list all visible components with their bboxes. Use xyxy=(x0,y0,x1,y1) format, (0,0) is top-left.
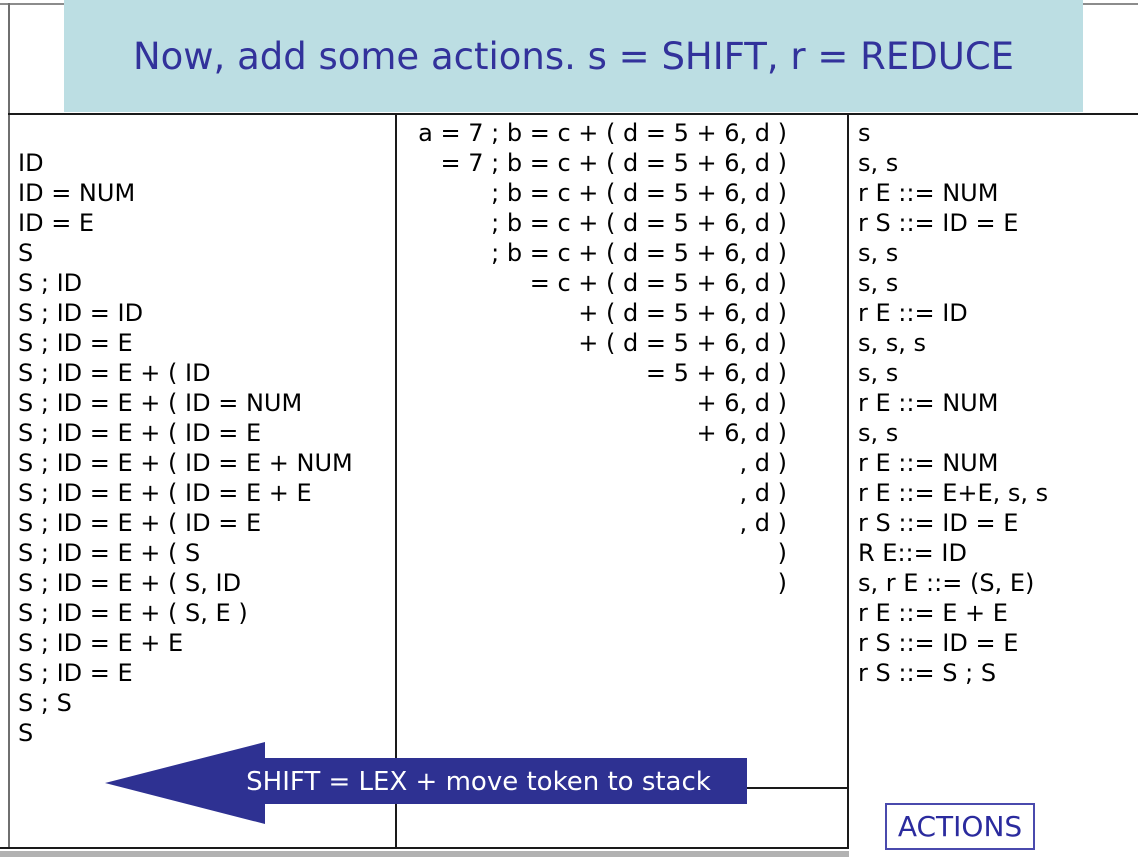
action-line: s, s xyxy=(858,149,899,177)
action-line: r S ::= ID = E xyxy=(858,629,1019,657)
input-line: , d ) xyxy=(739,479,787,507)
input-line: = 5 + 6, d ) xyxy=(645,359,787,387)
stack-line: S ; ID = E + ( ID = E xyxy=(18,419,262,447)
action-line: r E ::= NUM xyxy=(858,449,999,477)
stack-line: ID xyxy=(18,149,44,177)
input-line: = c + ( d = 5 + 6, d ) xyxy=(529,269,787,297)
stack-line: S ; ID = E + ( ID = NUM xyxy=(18,389,303,417)
input-line: ) xyxy=(777,539,787,567)
input-line: + 6, d ) xyxy=(696,419,787,447)
action-line: s, s xyxy=(858,359,899,387)
action-line: s, s xyxy=(858,239,899,267)
input-line: ; b = c + ( d = 5 + 6, d ) xyxy=(491,239,787,267)
stack-line: ID = E xyxy=(18,209,95,237)
action-line: s xyxy=(858,119,871,147)
action-line: r E ::= NUM xyxy=(858,179,999,207)
stack-line: S ; ID = E xyxy=(18,329,133,357)
stack-line: S ; ID = E + ( ID = E + E xyxy=(18,479,312,507)
action-line: s, s xyxy=(858,269,899,297)
stack-line: S ; ID = E + E xyxy=(18,629,184,657)
stack-line: S ; S xyxy=(18,689,72,717)
action-line: r E ::= E + E xyxy=(858,599,1008,627)
stack-line: S xyxy=(18,239,34,267)
actions-label-box xyxy=(885,803,1035,850)
shift-arrow-label: SHIFT = LEX + move token to stack xyxy=(246,766,711,797)
input-line: ) xyxy=(777,569,787,597)
action-line: r E ::= ID xyxy=(858,299,968,327)
input-line: + ( d = 5 + 6, d ) xyxy=(578,299,787,327)
stack-line: ID = NUM xyxy=(18,179,136,207)
stack-line: S ; ID = E + ( ID = E + NUM xyxy=(18,449,353,477)
stack-line: S ; ID = E + ( S, ID xyxy=(18,569,242,597)
stack-line: S ; ID = ID xyxy=(18,299,144,327)
input-line: , d ) xyxy=(739,449,787,477)
action-line: R E::= ID xyxy=(858,539,967,567)
action-line: r S ::= ID = E xyxy=(858,209,1019,237)
stack-line: S ; ID = E xyxy=(18,659,133,687)
stack-line: S ; ID = E + ( ID = E xyxy=(18,509,262,537)
actions-label: ACTIONS xyxy=(897,810,1023,843)
action-line: r S ::= S ; S xyxy=(858,659,997,687)
input-line: + 6, d ) xyxy=(696,389,787,417)
input-line: , d ) xyxy=(739,509,787,537)
action-line: r S ::= ID = E xyxy=(858,509,1019,537)
input-line: a = 7 ; b = c + ( d = 5 + 6, d ) xyxy=(418,119,787,147)
stack-line: S ; ID xyxy=(18,269,83,297)
page-title: Now, add some actions. s = SHIFT, r = REDUCE xyxy=(132,34,1015,78)
input-line: ; b = c + ( d = 5 + 6, d ) xyxy=(491,179,787,207)
stack-line: S ; ID = E + ( ID xyxy=(18,359,211,387)
action-line: s, s, s xyxy=(858,329,927,357)
input-line: + ( d = 5 + 6, d ) xyxy=(578,329,787,357)
stack-line: S ; ID = E + ( S xyxy=(18,539,201,567)
input-line: = 7 ; b = c + ( d = 5 + 6, d ) xyxy=(440,149,787,177)
action-line: s, r E ::= (S, E) xyxy=(858,569,1035,597)
action-line: r E ::= E+E, s, s xyxy=(858,479,1049,507)
action-line: r E ::= NUM xyxy=(858,389,999,417)
stack-line: S xyxy=(18,719,34,747)
action-line: s, s xyxy=(858,419,899,447)
stack-line: S ; ID = E + ( S, E ) xyxy=(18,599,248,627)
input-line: ; b = c + ( d = 5 + 6, d ) xyxy=(491,209,787,237)
